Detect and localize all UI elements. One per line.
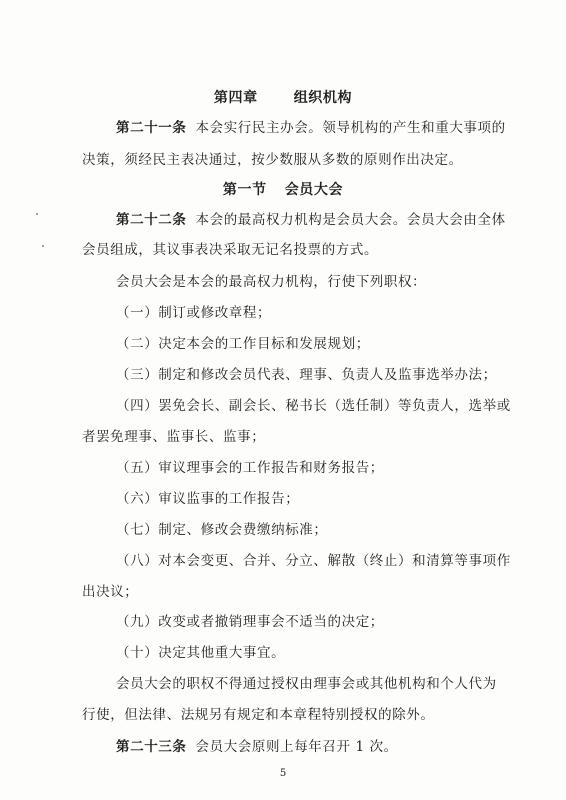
power-item-8-line-2: 出决议； bbox=[82, 584, 139, 600]
power-item-9: （九）改变或者撤销理事会不适当的决定； bbox=[116, 614, 384, 630]
article-22-line-2: 会员组成，其议事表决采取无记名投票的方式。 bbox=[82, 242, 379, 258]
scan-speck bbox=[42, 245, 44, 247]
power-item-10: （十）决定其他重大事宜。 bbox=[116, 645, 286, 661]
powers-intro: 会员大会是本会的最高权力机构，行使下列职权： bbox=[116, 274, 427, 290]
power-item-7: （七）制定、修改会费缴纳标准； bbox=[116, 522, 328, 538]
power-item-4-line-1: （四）罢免会长、副会长、秘书长（选任制）等负责人，选举或 bbox=[116, 398, 511, 414]
article-21-text-1: 本会实行民主办会。领导机构的产生和重大事项的 bbox=[195, 120, 506, 136]
section-number: 第一节 bbox=[222, 182, 267, 198]
power-item-3: （三）制定和修改会员代表、理事、负责人及监事选举办法； bbox=[116, 367, 497, 383]
chapter-heading bbox=[0, 88, 566, 108]
article-21-line-2: 决策，须经民主表决通过，按少数服从多数的原则作出决定。 bbox=[82, 152, 463, 168]
scan-speck bbox=[36, 213, 38, 215]
chapter-number: 第四章 bbox=[213, 90, 258, 106]
article-21-label: 第二十一条 bbox=[116, 120, 187, 136]
note-line-2: 行使，但法律、法规另有规定和本章程特别授权的除外。 bbox=[82, 707, 435, 723]
chapter-title: 组织机构 bbox=[293, 90, 353, 106]
article-21-line-1 bbox=[116, 118, 516, 138]
article-22-text-1: 本会的最高权力机构是会员大会。会员大会由全体 bbox=[195, 212, 506, 228]
article-22-label: 第二十二条 bbox=[116, 212, 187, 228]
power-item-5: （五）审议理事会的工作报告和财务报告； bbox=[116, 460, 384, 476]
power-item-2: （二）决定本会的工作目标和发展规划； bbox=[116, 336, 370, 352]
article-22-line-1 bbox=[116, 210, 516, 230]
power-item-1: （一）制订或修改章程； bbox=[116, 305, 272, 321]
article-23-label: 第二十三条 bbox=[116, 739, 187, 755]
article-23 bbox=[116, 737, 516, 757]
note-line-1: 会员大会的职权不得通过授权由理事会或其他机构和个人代为 bbox=[116, 676, 497, 692]
article-23-text: 会员大会原则上每年召开 1 次。 bbox=[195, 739, 398, 755]
page-number: 5 bbox=[279, 768, 287, 779]
power-item-4-line-2: 者罢免理事、监事长、监事； bbox=[82, 429, 266, 445]
power-item-6: （六）审议监事的工作报告； bbox=[116, 491, 300, 507]
power-item-8-line-1: （八）对本会变更、合并、分立、解散（终止）和清算等事项作 bbox=[116, 553, 511, 569]
section-title: 会员大会 bbox=[284, 182, 344, 198]
section-heading bbox=[0, 180, 566, 200]
